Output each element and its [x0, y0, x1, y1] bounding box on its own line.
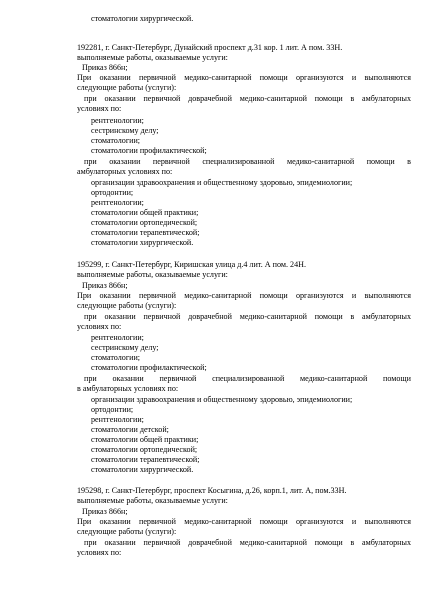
- list-item: рентгенологии;: [91, 415, 144, 424]
- text-line: Приказ 866н;: [82, 507, 128, 516]
- text-line: При оказании первичной медико-санитарной помощи организуются и выполняются: [77, 291, 411, 300]
- list-item: организации здравоохранения и общественному здоровью, эпидемиологии;: [91, 395, 353, 404]
- list-item: стоматологии хирургической.: [91, 238, 194, 247]
- list-item: стоматологии общей практики;: [91, 208, 199, 217]
- list-item: ортодонтии;: [91, 405, 134, 414]
- list-item: стоматологии детской;: [91, 425, 169, 434]
- text-line: условиях по:: [77, 104, 122, 113]
- list-item: стоматологии ортопедической;: [91, 445, 198, 454]
- list-item: стоматологии общей практики;: [91, 435, 199, 444]
- text-line: следующие работы (услуги):: [77, 301, 177, 310]
- text-line: условиях по:: [77, 548, 122, 557]
- text-line: при оказании первичной специализированной медико-санитарной помощи: [84, 374, 411, 383]
- text-line: при оказании первичной доврачебной медико-санитарной помощи в амбулаторных: [84, 312, 411, 321]
- text-line: в амбулаторных условиях по:: [77, 384, 179, 393]
- list-item: стоматологии ортопедической;: [91, 218, 198, 227]
- list-item: сестринскому делу;: [91, 343, 159, 352]
- text-line: При оказании первичной медико-санитарной помощи организуются и выполняются: [77, 73, 411, 82]
- text-line: стоматологии хирургической.: [91, 14, 194, 23]
- list-item: стоматологии;: [91, 353, 141, 362]
- list-item: рентгенологии;: [91, 198, 144, 207]
- list-item: рентгенологии;: [91, 116, 144, 125]
- text-line: следующие работы (услуги):: [77, 527, 177, 536]
- text-line: выполняемые работы, оказываемые услуги:: [77, 53, 228, 62]
- text-line: условиях по:: [77, 322, 122, 331]
- list-item: стоматологии профилактической;: [91, 363, 207, 372]
- list-item: ортодонтии;: [91, 188, 134, 197]
- text-line: При оказании первичной медико-санитарной помощи организуются и выполняются: [77, 517, 411, 526]
- list-item: стоматологии профилактической;: [91, 146, 207, 155]
- list-item: стоматологии;: [91, 136, 141, 145]
- list-item: стоматологии хирургической.: [91, 465, 194, 474]
- text-line: Приказ 866н;: [82, 281, 128, 290]
- text-line: амбулаторных условиях по:: [77, 167, 173, 176]
- text-line: Приказ 866н;: [82, 63, 128, 72]
- address-heading: 195299, г. Санкт-Петербург, Киришская улица д.4 лит. А пом. 24Н.: [77, 260, 307, 269]
- address-heading: 195298, г. Санкт-Петербург, проспект Косыгина, д.26, корп.1, лит. А, пом.33Н.: [77, 486, 347, 495]
- list-item: стоматологии терапевтической;: [91, 455, 200, 464]
- list-item: организации здравоохранения и общественному здоровью, эпидемиологии;: [91, 178, 353, 187]
- list-item: стоматологии терапевтической;: [91, 228, 200, 237]
- text-line: при оказании первичной доврачебной медико-санитарной помощи в амбулаторных: [84, 538, 411, 547]
- text-line: при оказании первичной доврачебной медико-санитарной помощи в амбулаторных: [84, 94, 411, 103]
- text-line: выполняемые работы, оказываемые услуги:: [77, 496, 228, 505]
- list-item: сестринскому делу;: [91, 126, 159, 135]
- list-item: рентгенологии;: [91, 333, 144, 342]
- text-line: выполняемые работы, оказываемые услуги:: [77, 270, 228, 279]
- text-line: при оказании первичной специализированной медико-санитарной помощи в: [84, 157, 411, 166]
- address-heading: 192281, г. Санкт-Петербург, Дунайский проспект д.31 кор. 1 лит. А пом. 33Н.: [77, 43, 343, 52]
- text-line: следующие работы (услуги):: [77, 83, 177, 92]
